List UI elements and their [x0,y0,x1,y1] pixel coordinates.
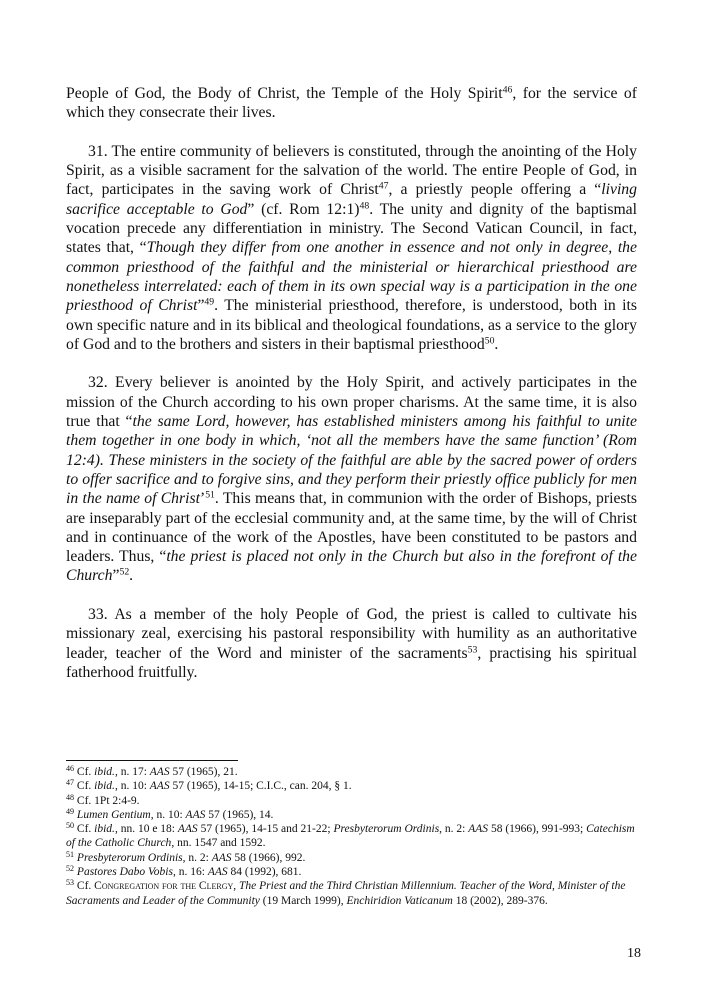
paragraph-33: 33. As a member of the holy People of God, the priest is called to cultivate his missionary zeal, exercising his pastoral responsibility with humility as an authoritative leader, teacher of the Word and minister of the sacraments$^{53}$, practising his spiritual fatherhood fruitfully. [66,606,637,681]
page-number: 18 [627,946,641,961]
footnote-50: $^{50}$ Cf. ibid., nn. 10 e 18: AAS 57 (1965), 14-15 and 21-22; Presbyterorum Ordinis, n. 2: AAS 58 (1966), 991-993; Catechism of the Catholic Church, nn. 1547 and 1592. [66,821,635,850]
footnote-52: $^{52}$ Pastores Dabo Vobis, n. 16: AAS 84 (1992), 681. [66,864,302,879]
footnote-51: $^{51}$ Presbyterorum Ordinis, n. 2: AAS 58 (1966), 992. [66,849,306,864]
footnotes [66,765,637,908]
footnote-46: $^{46}$ Cf. ibid., n. 17: AAS 57 (1965), 21. [66,763,238,778]
footnote-49: $^{49}$ Lumen Gentium, n. 10: AAS 57 (1965), 14. [66,806,274,821]
body-text [66,84,637,702]
footnote-separator [66,760,238,761]
footnote-ref-48[interactable]: 48 [359,200,370,212]
footnote-ref-53[interactable]: 53 [467,644,478,656]
footnote-ref-46[interactable]: 46 [502,84,513,96]
footnote-47: $^{47}$ Cf. ibid., n. 10: AAS 57 (1965), 14-15; C.I.C., can. 204, § 1. [66,778,352,793]
footnote-ref-51[interactable]: 51 [205,489,215,501]
footnote-48: $^{48}$ Cf. 1Pt 2:4-9. [66,792,140,807]
paragraph-continuation: People of God, the Body of Christ, the Temple of the Holy Spirit$^{46}$, for the service of which they consecrate their lives. [66,84,637,122]
footnote-ref-47[interactable]: 47 [378,181,389,193]
paragraph-31: 31. The entire community of believers is constituted, through the anointing of the Holy Spirit, as a visible sacrament for the salvation of the world. The entire People of God, in fact, participates in the saving work of Christ$^{47}$, a priestly people offering a “living sacrifice acceptable to God” (cf. Rom 12:1)$^{48}$. The unity and dignity of the baptismal vocation precede any differentiation in ministry. The Second Vatican Council, in fact, states that, “Though they differ from one another in essence and not only in degree, the common priesthood of the faithful and the ministerial or hierarchical priesthood are nonetheless interrelated: each of them in its own special way is a participation in the one priesthood of Christ”$^{49}$. The ministerial priesthood, therefore, is understood, both in its own specific nature and in its biblical and theological foundations, as a service to the glory of God and to the brothers and sisters in their baptismal priesthood$^{50}$. [66,142,638,353]
footnote-ref-52[interactable]: 52 [119,567,130,579]
footnote-53: $^{53}$ Cf. Congregation for the Clergy, The Priest and the Third Christian Millennium. Teacher of the Word, Minister of the Sacraments and Leader of the Community (19 March 1999), Enchiridion Vaticanum 18 (2002), 289-376. [66,878,626,907]
footnote-ref-49[interactable]: 49 [204,296,215,308]
paragraph-32: 32. Every believer is anointed by the Holy Spirit, and actively participates in the mission of the Church according to his own proper charisms. At the same time, it is also true that “the same Lord, however, has established ministers among his faithful to unite them together in one body in which, ‘not all the members have the same function’ (Rom 12:4). These ministers in the society of the faithful are able by the sacred power of orders to offer sacrifice and to forgive sins, and they perform their priestly office publicly for men in the name of Christ’$^{51}$. This means that, in communion with the order of Bishops, priests are inseparably part of the ecclesial community and, at the same time, by the will of Christ and in continuance of the work of the Apostles, have been constituted to be pastors and leaders. Thus, “the priest is placed not only in the Church but also in the forefront of the Church”$^{52}$. [66,374,637,585]
footnote-ref-50[interactable]: 50 [484,335,495,347]
